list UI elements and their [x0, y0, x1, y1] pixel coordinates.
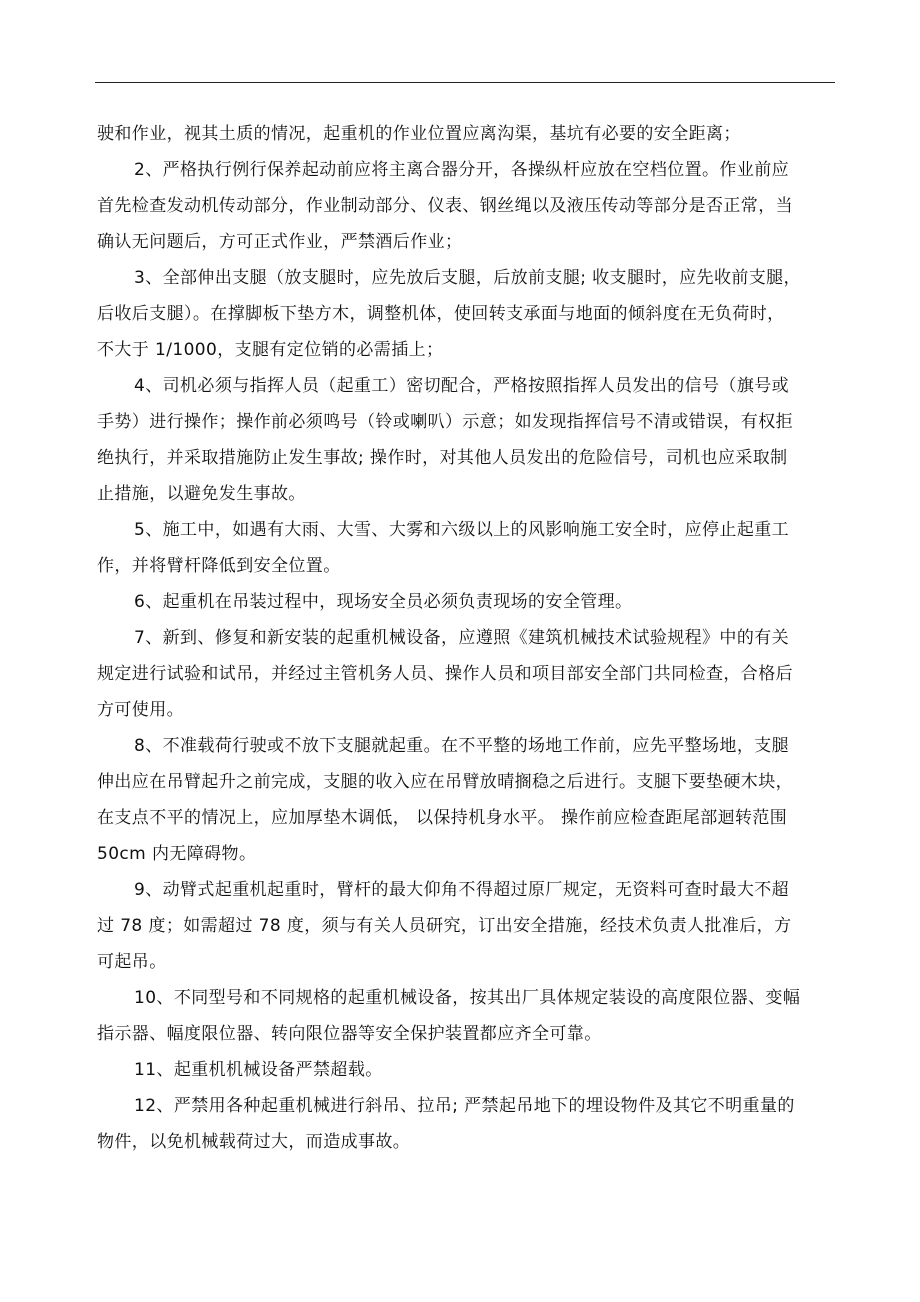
- paragraph-continuation: [97, 116, 837, 152]
- paragraph-line: 9、动臂式起重机起重时，臂杆的最大仰角不得超过原厂规定，无资料可查时最大不超: [134, 880, 790, 900]
- paragraph-line: 驶和作业，视其土质的情况，起重机的作业位置应离沟渠，基坑有必要的安全距离；: [97, 124, 741, 144]
- paragraph-line: 12、严禁用各种起重机械进行斜吊、拉吊; 严禁起吊地下的埋设物件及其它不明重量的: [134, 1096, 795, 1116]
- paragraph-item-10: [97, 980, 837, 1052]
- paragraph-line: 10、不同型号和不同规格的起重机械设备，按其出厂具体规定装设的高度限位器、变幅: [134, 988, 801, 1008]
- paragraph-item-8: [97, 728, 837, 872]
- paragraph-line: 7、新到、修复和新安装的起重机械设备，应遵照《建筑机械技术试验规程》中的有关: [134, 628, 790, 648]
- paragraph-item-4: [97, 368, 837, 512]
- paragraph-line: 8、不准载荷行驶或不放下支腿就起重。在不平整的场地工作前，应先平整场地，支腿: [134, 736, 790, 756]
- paragraph-line: 后收后支腿）。在撑脚板下垫方木，调整机体，使回转支承面与地面的倾斜度在无负荷时，: [97, 304, 785, 324]
- paragraph-line: 作，并将臂杆降低到安全位置。: [97, 556, 341, 576]
- paragraph-line: 5、施工中，如遇有大雨、大雪、大雾和六级以上的风影响施工安全时，应停止起重工: [134, 520, 790, 540]
- paragraph-line: 物件，以免机械载荷过大，而造成事故。: [97, 1132, 411, 1152]
- paragraph-line: 方可使用。: [97, 700, 184, 720]
- paragraph-item-7: [97, 620, 837, 728]
- paragraph-item-5: [97, 512, 837, 584]
- paragraph-item-6: [97, 584, 837, 620]
- paragraph-line: 不大于 1/1000，支腿有定位销的必需插上；: [97, 340, 444, 360]
- paragraph-line: 绝执行，并采取措施防止发生事故; 操作时，对其他人员发出的危险信号，司机也应采取制: [97, 448, 788, 468]
- paragraph-line: 4、司机必须与指挥人员（起重工）密切配合，严格按照指挥人员发出的信号（旗号或: [134, 376, 790, 396]
- paragraph-line: 伸出应在吊臂起升之前完成，支腿的收入应在吊臂放晴搁稳之后进行。支腿下要垫硬木块，: [97, 772, 793, 792]
- paragraph-line: 指示器、幅度限位器、转向限位器等安全保护装置都应齐全可靠。: [97, 1024, 602, 1044]
- paragraph-line: 过 78 度；如需超过 78 度，须与有关人员研究，订出安全措施，经技术负责人批准后，方: [97, 916, 792, 936]
- paragraph-line: 确认无问题后，方可正式作业，严禁酒后作业；: [97, 232, 463, 252]
- header-rule: [95, 82, 835, 83]
- paragraph-line: 止措施，以避免发生事故。: [97, 484, 306, 504]
- paragraph-item-12: [97, 1088, 837, 1160]
- paragraph-item-9: [97, 872, 837, 980]
- paragraph-line: 6、起重机在吊装过程中，现场安全员必须负责现场的安全管理。: [134, 592, 633, 612]
- paragraph-line: 11、起重机机械设备严禁超载。: [134, 1060, 383, 1080]
- paragraph-line: 2、严格执行例行保养起动前应将主离合器分开，各操纵杆应放在空档位置。作业前应: [134, 160, 790, 180]
- paragraph-line: 首先检查发动机传动部分，作业制动部分、仪表、钢丝绳以及液压传动等部分是否正常，当: [97, 196, 793, 216]
- paragraph-line: 50cm 内无障碍物。: [97, 844, 257, 864]
- paragraph-line: 3、全部伸出支腿（放支腿时，应先放后支腿，后放前支腿; 收支腿时，应先收前支腿，: [134, 268, 801, 288]
- paragraph-item-2: [97, 152, 837, 260]
- paragraph-line: 可起吊。: [97, 952, 167, 972]
- paragraph-item-11: [97, 1052, 837, 1088]
- document-body: [97, 116, 837, 1160]
- paragraph-item-3: [97, 260, 837, 368]
- paragraph-line: 在支点不平的情况上，应加厚垫木调低， 以保持机身水平。 操作前应检查距尾部迴转范围: [97, 808, 788, 828]
- paragraph-line: 手势）进行操作；操作前必须鸣号（铃或喇叭）示意；如发现指挥信号不清或错误，有权拒: [97, 412, 793, 432]
- paragraph-line: 规定进行试验和试吊，并经过主管机务人员、操作人员和项目部安全部门共同检查，合格后: [97, 664, 793, 684]
